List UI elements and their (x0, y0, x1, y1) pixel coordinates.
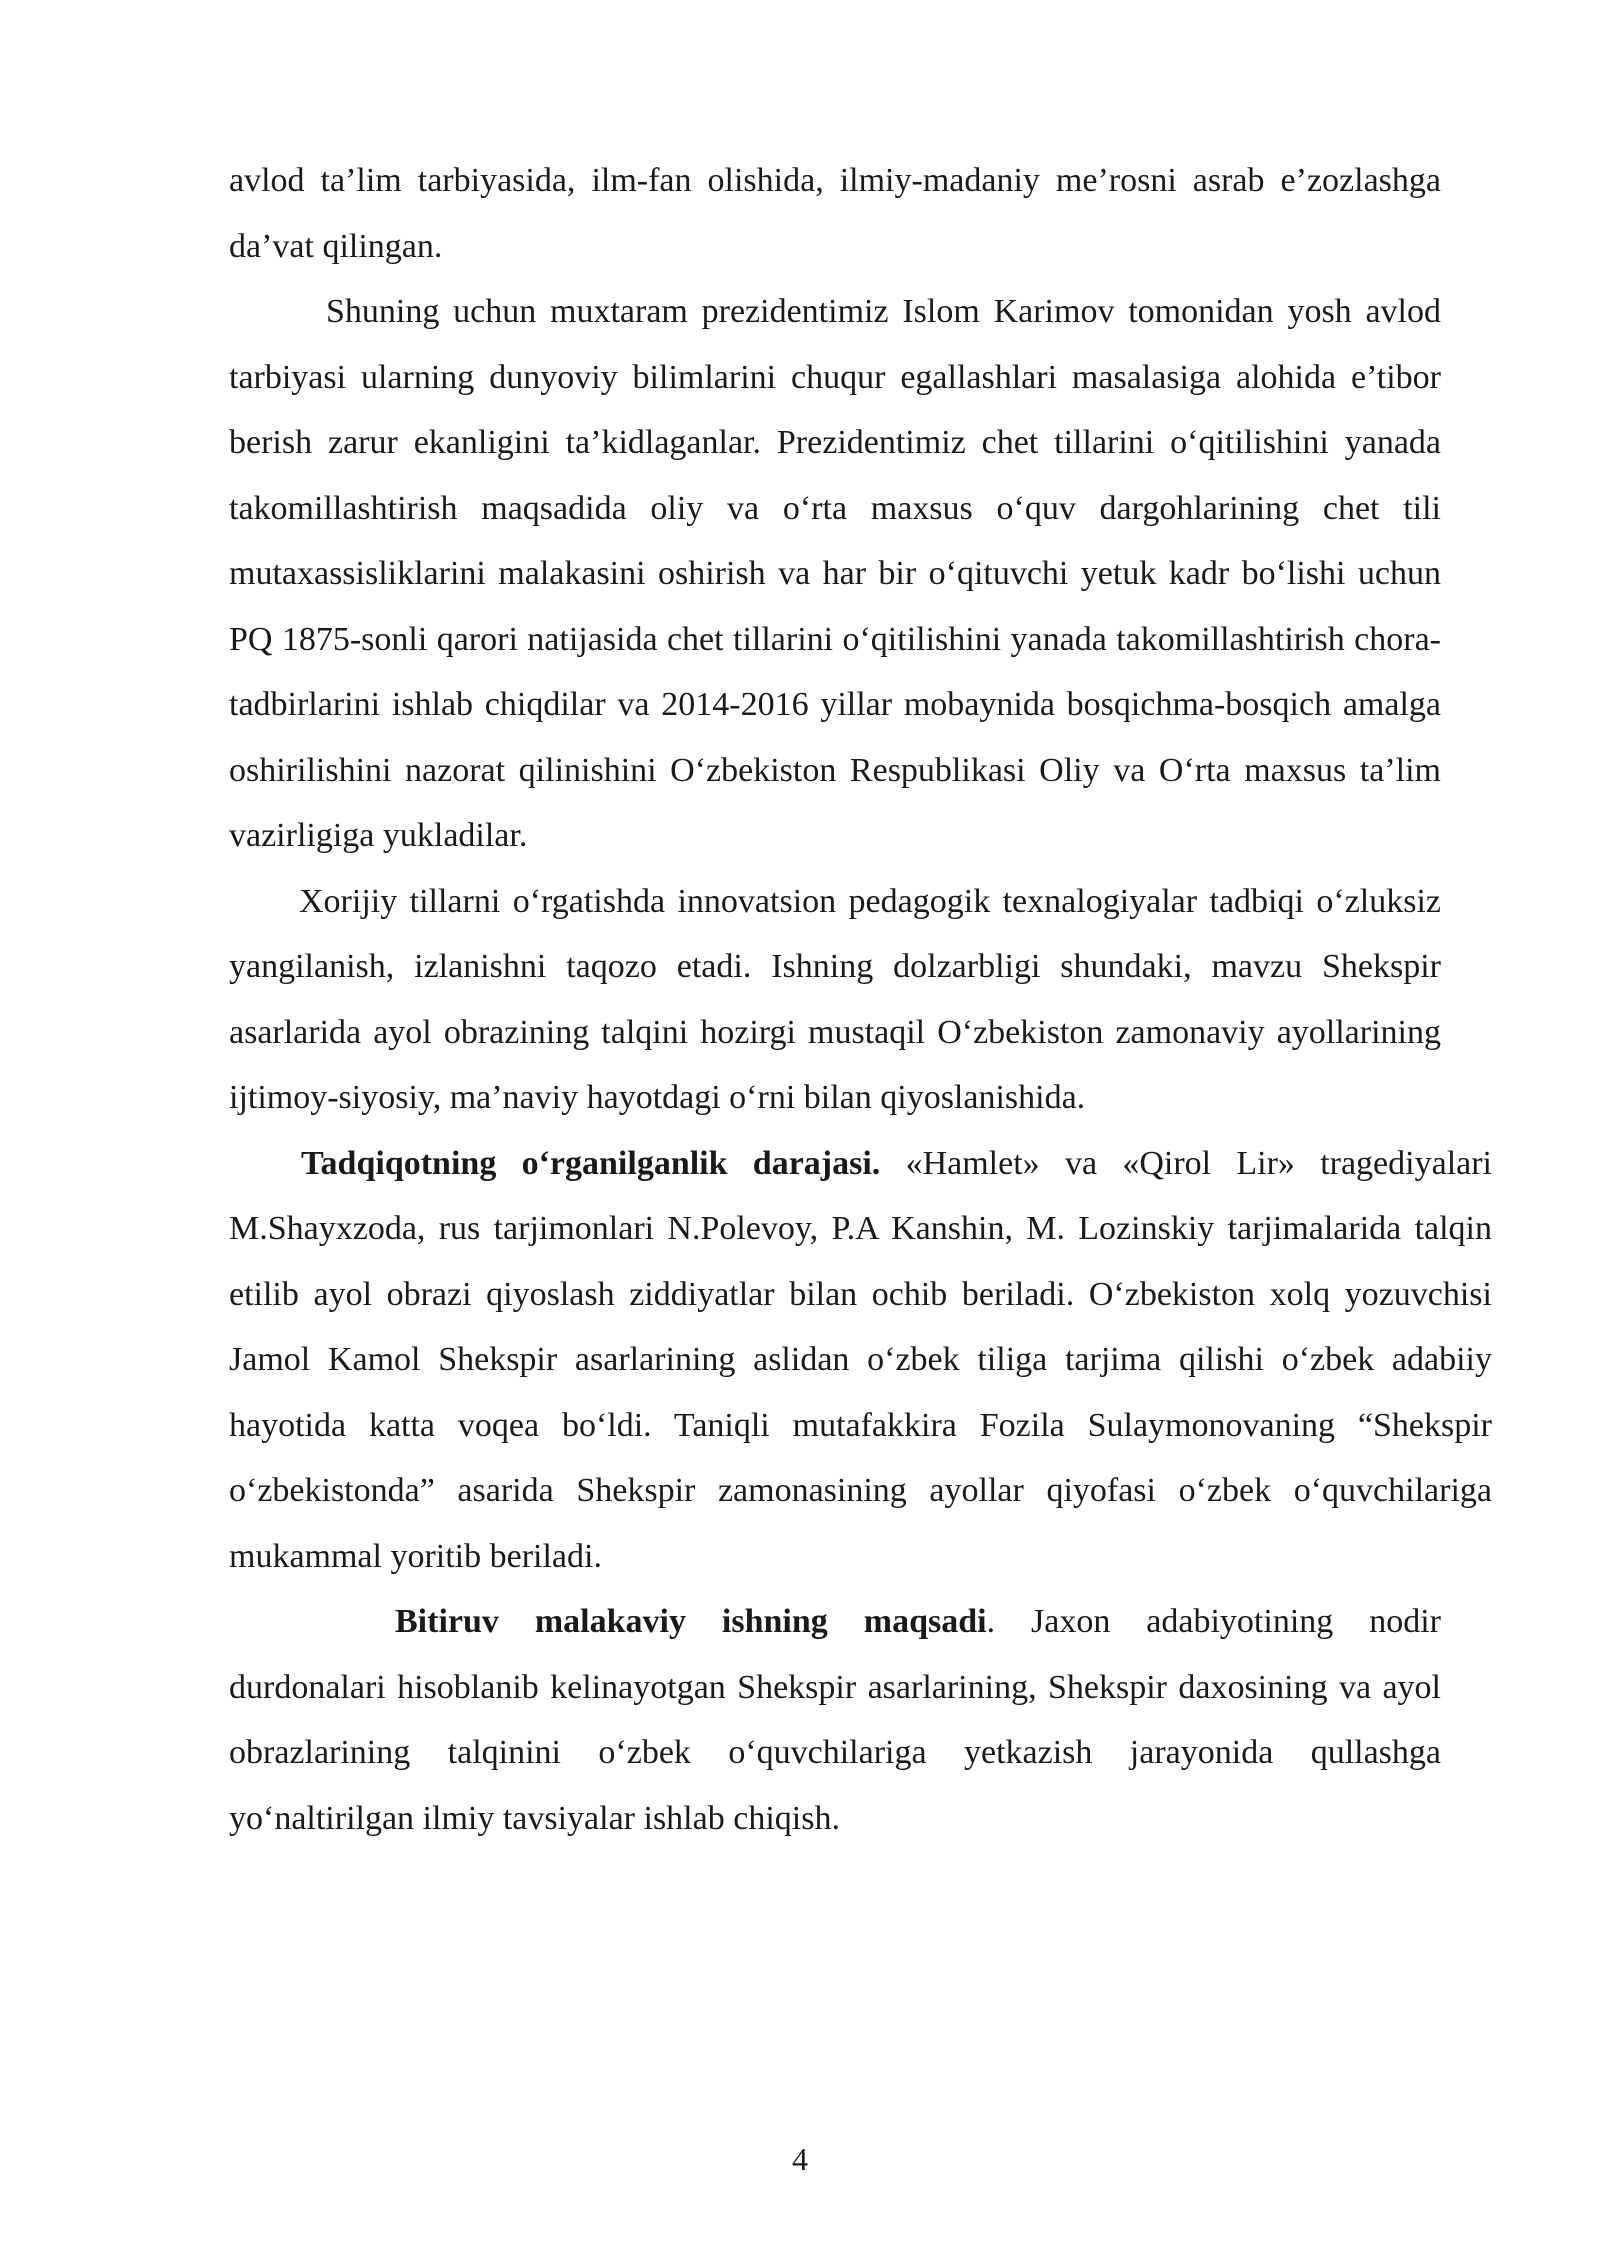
paragraph-2: Shuning uchun muxtaram prezidentimiz Islom Karimov tomonidan yosh avlod tarbiyasi ularning dunyoviy bilimlarini chuqur egallashlari masalasiga alohida e’tibor berish zarur ekanligini ta’kidlaganlar. Prezidentimiz chet tillarini o‘qitilishini yanada takomillashtirish maqsadida oliy va o‘rta maxsus o‘quv dargohlarining chet tili mutaxassisliklarini malakasini oshirish va har bir o‘qituvchi yetuk kadr bo‘lishi uchun PQ 1875-sonli qarori natijasida chet tillarini o‘qitilishini yanada takomillashtirish chora-tadbirlarini ishlab chiqdilar va 2014-2016 yillar mobaynida bosqichma-bosqich amalga oshirilishini nazorat qilinishini O‘zbekiston Respublikasi Oliy va O‘rta maxsus ta’lim vazirligiga yukladilar. (229, 293, 1441, 854)
paragraph-3: Xorijiy tillarni o‘rgatishda innovatsion pedagogik texnalogiyalar tadbiqi o‘zluksiz yangilanish, izlanishni taqozo etadi. Ishning dolzarbligi shundaki, mavzu Shekspir asarlarida ayol obrazining talqini hozirgi mustaqil O‘zbekiston zamonaviy ayollarining ijtimoy-siyosiy, ma’naviy hayotdagi o‘rni bilan qiyoslanishida. (229, 882, 1441, 1116)
paragraph-4 (229, 1131, 1492, 1590)
paragraph-1: avlod ta’lim tarbiyasida, ilm-fan olishida, ilmiy-madaniy me’rosni asrab e’zozlashga da’vat qilingan. (229, 162, 1441, 265)
paragraph-5 (229, 1589, 1441, 1851)
paragraph-4-heading: Tadqiqotning o‘rganilganlik darajasi. (301, 1144, 881, 1182)
document-body (229, 148, 1492, 1851)
paragraph-5-heading: Bitiruv malakaviy ishning maqsadi (395, 1603, 987, 1640)
paragraph-5-text: . Jaxon adabiyotining nodir durdonalari hisoblanib kelinayotgan Shekspir asarlarining, Shekspir daxosining va ayol obrazlarining talqinini o‘zbek o‘quvchilariga yetkazish jarayonida qullashga yo‘naltirilgan ilmiy tavsiyalar ishlab chiqish. (229, 1603, 1441, 1837)
paragraph-4-text: «Hamlet» va «Qirol Lir» tragediyalari M.Shayxzoda, rus tarjimonlari N.Polevoy, P.A Kanshin, M. Lozinskiy tarjimalarida talqin etilib ayol obrazi qiyoslash ziddiyatlar bilan ochib beriladi. O‘zbekiston xolq yozuvchisi Jamol Kamol Shekspir asarlarining aslidan o‘zbek tiliga tarjima qilishi o‘zbek adabiiy hayotida katta voqea bo‘ldi. Taniqli mutafakkira Fozila Sulaymonovaning “Shekspir o‘zbekistonda” asarida Shekspir zamonasining ayollar qiyofasi o‘zbek o‘quvchilariga mukammal yoritib beriladi. (229, 1144, 1492, 1575)
page-number: 4 (792, 2141, 808, 2177)
